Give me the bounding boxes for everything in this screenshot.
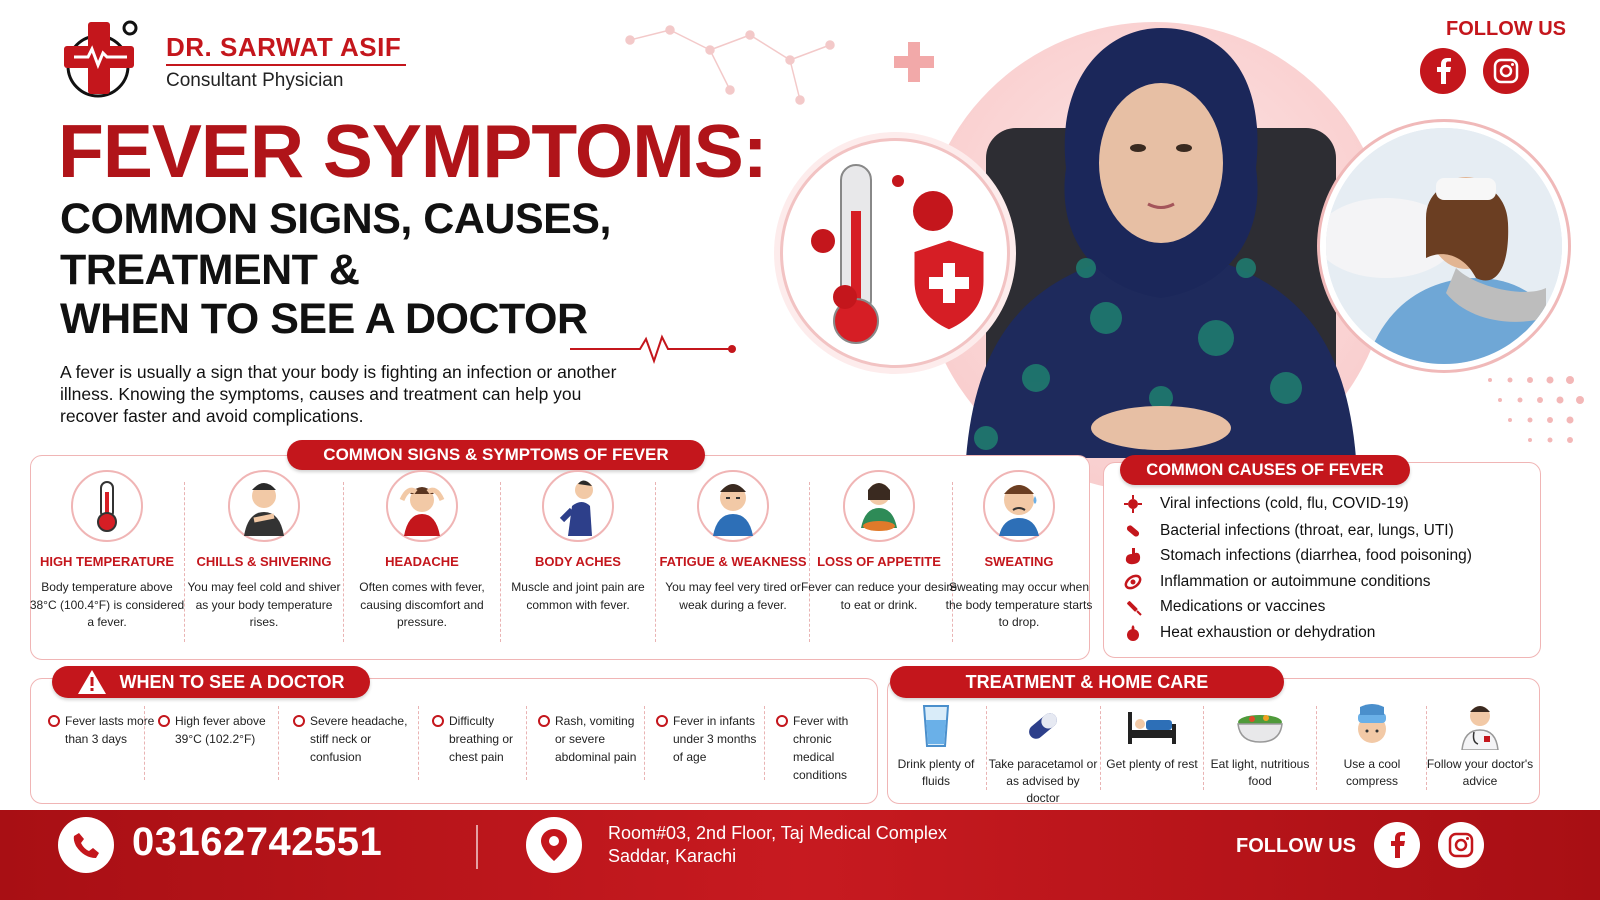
symptom-card [940,470,1098,632]
when-text: High fever above 39°C (102.2°F) [175,714,266,746]
treatment-text: Take paracetamol or as advised by doctor [988,757,1098,805]
headache-person-icon [386,470,458,542]
subtitle-line-3: WHEN TO SEE A DOCTOR [60,295,588,343]
symptom-description: Muscle and joint pain are common with fever. [511,580,645,612]
subtitle-line-1: COMMON SIGNS, CAUSES, [60,195,611,243]
when-text: Fever lasts more than 3 days [65,714,155,746]
when-text: Rash, vomiting or severe abdominal pain [555,714,637,764]
thermometer-virus-illustration [780,138,1010,368]
bullet-icon [293,715,305,727]
divider [1203,706,1204,790]
symptom-card [800,470,958,614]
divider [144,706,145,780]
treatment-item [1206,702,1314,790]
divider [764,706,765,780]
bullet-icon [158,715,170,727]
symptom-title: HEADACHE [385,554,459,569]
brand-divider [166,64,406,66]
cause-item [1124,573,1431,591]
divider [986,706,987,790]
treatment-heading: TREATMENT & HOME CARE [890,666,1284,698]
when-item [538,712,642,766]
treatment-item [988,702,1098,807]
page-title: FEVER SYMPTOMS: [58,109,767,193]
thermometer-icon [71,470,143,542]
symptom-card [28,470,186,632]
footer-follow-us: FOLLOW US [1236,835,1356,857]
logo-icon [58,14,148,104]
causes-heading: COMMON CAUSES OF FEVER [1120,455,1410,485]
divider [278,706,279,780]
address [608,822,947,868]
when-item [432,712,522,766]
cause-text: Medications or vaccines [1160,598,1326,615]
phone-icon[interactable] [58,817,114,873]
heat-icon [1124,624,1142,642]
address-line-1: Room#03, 2nd Floor, Taj Medical Complex [608,823,947,843]
footer-divider [476,825,478,869]
when-text: Difficulty breathing or chest pain [449,714,514,764]
subtitle-line-2: TREATMENT & [60,246,360,294]
intro-paragraph: A fever is usually a sign that your body is fighting an infection or another illness. Knowing the symptoms, causes and treatment can help you recover faster and avoid complications. [60,362,617,426]
when-item [158,712,276,748]
follow-us-label: FOLLOW US [1446,18,1566,40]
person-with-food-icon [843,470,915,542]
treatment-text: Follow your doctor's advice [1426,757,1534,788]
footer-instagram-icon[interactable] [1438,822,1484,868]
body-ache-person-icon [542,470,614,542]
warning-icon [77,669,107,695]
symptom-title: BODY ACHES [535,554,621,569]
treatment-text: Use a cool compress [1343,757,1401,788]
symptom-title: SWEATING [984,554,1054,569]
virus-icon [1124,495,1142,513]
symptom-title: HIGH TEMPERATURE [39,554,175,569]
cause-text: Stomach infections (diarrhea, food poisoning) [1160,547,1472,564]
molecule-decoration [620,20,860,110]
symptom-description: Body temperature above 38°C (100.4°F) is considered a fever. [29,580,185,629]
divider [526,706,527,780]
symptom-description: You may feel very tired or weak during a fever. [665,580,801,612]
bullet-icon [656,715,668,727]
symptom-title: FATIGUE & WEAKNESS [659,554,807,569]
shivering-person-icon [228,470,300,542]
cause-item [1124,624,1375,642]
cause-text: Inflammation or autoimmune conditions [1160,573,1431,590]
cause-text: Viral infections (cold, flu, COVID-19) [1160,495,1409,512]
dot-pattern-decoration [1470,360,1590,460]
cause-item [1124,547,1472,565]
divider [1316,706,1317,790]
treatment-text: Drink plenty of fluids [897,757,975,788]
when-heading-text: WHEN TO SEE A DOCTOR [119,671,345,692]
symptom-card [499,470,657,614]
address-line-2: Saddar, Karachi [608,846,737,866]
bed-icon [1098,702,1206,750]
inflammation-icon [1124,573,1142,591]
cause-item [1124,495,1409,513]
footer-facebook-icon[interactable] [1374,822,1420,868]
treatment-item [882,702,990,790]
water-glass-icon [882,702,990,750]
cause-item [1124,598,1325,616]
when-text: Severe headache, stiff neck or confusion [310,714,408,764]
capsule-icon [988,702,1098,750]
symptom-title: CHILLS & SHIVERING [196,554,332,569]
cool-compress-icon [1318,702,1426,750]
stomach-icon [1124,547,1142,565]
bullet-icon [48,715,60,727]
divider [644,706,645,780]
when-to-see-heading [52,666,370,698]
brand-name: DR. SARWAT ASIF [166,32,402,62]
location-pin-icon [526,817,582,873]
cause-item [1124,522,1454,540]
cause-text: Bacterial infections (throat, ear, lungs, UTI) [1160,522,1454,539]
treatment-text: Get plenty of rest [1106,757,1198,771]
treatment-item [1098,702,1206,773]
sweating-person-icon [983,470,1055,542]
cause-text: Heat exhaustion or dehydration [1160,624,1376,641]
syringe-icon [1124,598,1142,616]
instagram-icon[interactable] [1483,48,1529,94]
treatment-text: Eat light, nutritious food [1210,757,1310,788]
brand-role: Consultant Physician [166,70,344,91]
when-item [776,712,876,784]
symptom-card [185,470,343,632]
bullet-icon [538,715,550,727]
symptom-card [343,470,501,632]
treatment-item [1318,702,1426,790]
tired-person-icon [697,470,769,542]
bacteria-icon [1124,522,1142,540]
divider [418,706,419,780]
food-bowl-icon [1206,702,1314,750]
phone-number[interactable]: 03162742551 [132,820,383,864]
symptom-title: LOSS OF APPETITE [817,554,941,569]
symptom-card [654,470,812,614]
bullet-icon [776,715,788,727]
when-item [656,712,762,766]
when-text: Fever in infants under 3 months of age [673,714,757,764]
when-text: Fever with chronic medical conditions [793,714,849,782]
facebook-icon[interactable] [1420,48,1466,94]
sick-patient-photo [1320,122,1568,370]
symptom-description: Sweating may occur when the body temperature starts to drop. [945,580,1093,629]
symptom-description: Fever can reduce your desire to eat or drink. [800,580,958,612]
when-item [293,712,417,766]
treatment-item [1426,702,1534,790]
symptom-description: You may feel cold and shiver as your body temperature rises. [187,580,341,629]
doctor-icon [1426,702,1534,750]
bullet-icon [432,715,444,727]
symptom-description: Often comes with fever, causing discomfort and pressure. [359,580,485,629]
symptoms-heading: COMMON SIGNS & SYMPTOMS OF FEVER [287,440,705,470]
